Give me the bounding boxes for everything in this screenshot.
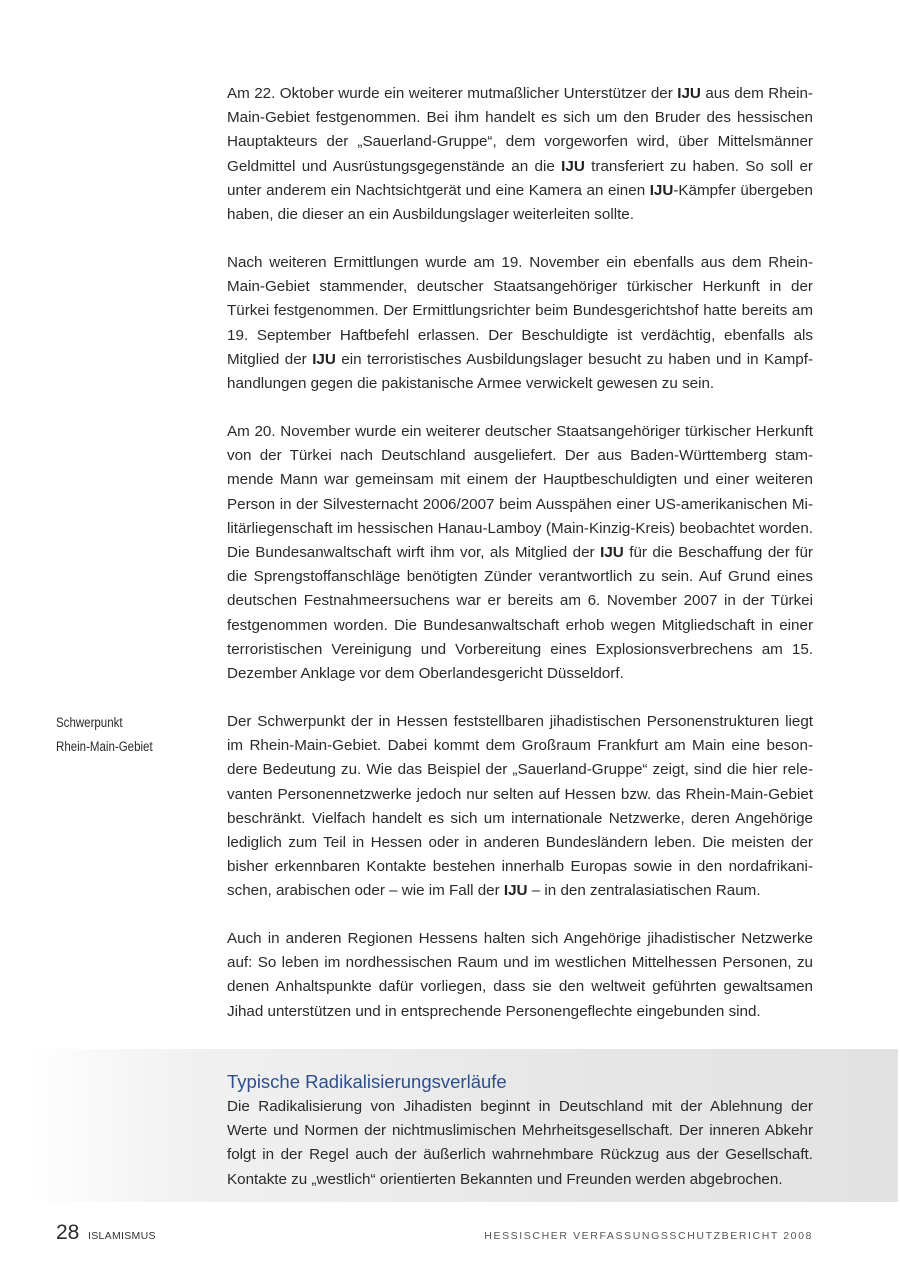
emphasis-term: IJU (503, 882, 528, 900)
text-run: aus dem Rhein-Main-Gebiet festgenommen. Bei ihm handelt es sich um den Bruder des hessischen Hauptakteurs der „Sauerland-Gruppe“, dem vorgeworfen wird, über Mittelsmänner Geldmittel und Ausrüstungsgegenstände an die (227, 85, 813, 175)
info-box-title: Typische Radikalisierungsverläufe (227, 1071, 507, 1092)
text-run: für die Beschaffung der für die Sprengstoffanschläge benötigten Zünder verantwortlich zu sein. Auf Grund eines deutschen Festnahmeersuchens war er bereits am 6. November 2007 in der Türkei festgenommen worden. Die Bundesanwaltschaft erhob wegen Mitgliedschaft in einer terroristischen Vereinigung und Vorbereitung eines Explosionsverbrechens am 15. Dezember Anklage vor dem Oberlandesgericht Düsseldorf. (227, 544, 813, 683)
page-number: 28 (56, 1221, 80, 1244)
body-paragraph-3 (227, 420, 813, 686)
body-paragraph-5 (227, 927, 813, 1024)
margin-note (56, 711, 185, 759)
emphasis-term: IJU (561, 157, 585, 175)
text-run: Auch in anderen Regionen Hessens halten sich Angehörige jihadistischer Netzwerke auf: So leben im nordhessischen Raum und im westlichen Mittelhessen Personen, zu denen Anhaltspunkte dafür vorliegen, dass sie den weltweit geführten gewaltsamen Jihad unterstützen und in entsprechende Personengeflechte eingebunden sind. (227, 930, 813, 1020)
body-paragraph-4 (227, 710, 813, 904)
emphasis-term: IJU (649, 181, 674, 199)
margin-note-line-2: Rhein-Main-Gebiet (56, 739, 153, 755)
text-run: Am 20. November wurde ein weiterer deutscher Staatsangehöriger türkischer Herkunft von der Türkei nach Deutschland ausgeliefert. Der aus Baden-Württemberg stammende Mann war gemeinsam mit einem der Hauptbeschuldigten und einer weiteren Person in der Silvesternacht 2006/2007 beim Ausspähen einer US-amerikanischen Militärliegenschaft im hessischen Hanau-Lamboy (Main-Kinzig-Kreis) beobachtet worden. Die Bundesanwaltschaft wirft ihm vor, als Mitglied der (227, 423, 813, 562)
text-run: Die Radikalisierung von Jihadisten beginnt in Deutschland mit der Ablehnung der Werte und Normen der nichtmuslimischen Mehrheitsgesellschaft. Der inneren Abkehr folgt in der Regel auch der äußerlich wahrnehmbare Rückzug aus der Gesellschaft. Kontakte zu „westlich“ orientierten Bekannten und Freunden werden abgebrochen. (227, 1098, 813, 1188)
margin-note-line-1: Schwerpunkt (56, 715, 123, 730)
footer-report-title: HESSISCHER VERFASSUNGSSCHUTZBERICHT 2008 (484, 1230, 813, 1242)
text-run: transferiert zu haben. So soll er unter anderem ein Nachtsichtgerät und eine Kamera an einen (227, 157, 813, 199)
emphasis-term: IJU (677, 85, 701, 102)
text-run: -Kämpfer übergeben haben, die dieser an ein Ausbildungslager weiterleiten sollte. (227, 181, 813, 224)
emphasis-term: IJU (312, 350, 336, 368)
body-paragraph-2 (227, 251, 813, 396)
info-box-paragraph (227, 1095, 813, 1192)
text-run: ein terroristisches Ausbildungslager besucht zu haben und in Kampfhandlungen gegen die pakistanische Armee verwickelt gewesen zu sein. (227, 350, 813, 393)
emphasis-term: IJU (600, 544, 624, 562)
footer-section-label: ISLAMISMUS (88, 1230, 156, 1242)
text-run: Nach weiteren Ermittlungen wurde am 19. November ein ebenfalls aus dem Rhein-Main-Gebiet stammender, deutscher Staatsangehöriger türkischer Herkunft in der Türkei festgenommen. Der Ermittlungsrichter beim Bundesgerichtshof hatte bereits am 19. September Haftbefehl erlassen. Der Beschuldigte ist verdächtig, ebenfalls als Mitglied der (227, 254, 813, 368)
text-run: – in den zentralasiatischen Raum. (527, 882, 761, 900)
text-run: Am 22. Oktober wurde ein weiterer mutmaßlicher Unterstützer der (227, 85, 678, 102)
body-paragraph-1 (227, 82, 813, 227)
text-run: Der Schwerpunkt der in Hessen feststellbaren jihadistischen Personenstrukturen liegt im Rhein-Main-Gebiet. Dabei kommt dem Großraum Frankfurt am Main eine besondere Bedeutung zu. Wie das Beispiel der „Sauerland-Gruppe“ zeigt, sind die hier relevanten Personennetzwerke jedoch nur selten auf Hessen bzw. das Rhein-Main-Gebiet beschränkt. Vielfach handelt es sich um internationale Netzwerke, deren Angehörige lediglich zum Teil in Hessen oder in anderen Bundesländern leben. Die meisten der bisher erkennbaren Kontakte bestehen innerhalb Europas sowie in den nordafrikanischen, arabischen oder – wie im Fall der (227, 713, 813, 900)
